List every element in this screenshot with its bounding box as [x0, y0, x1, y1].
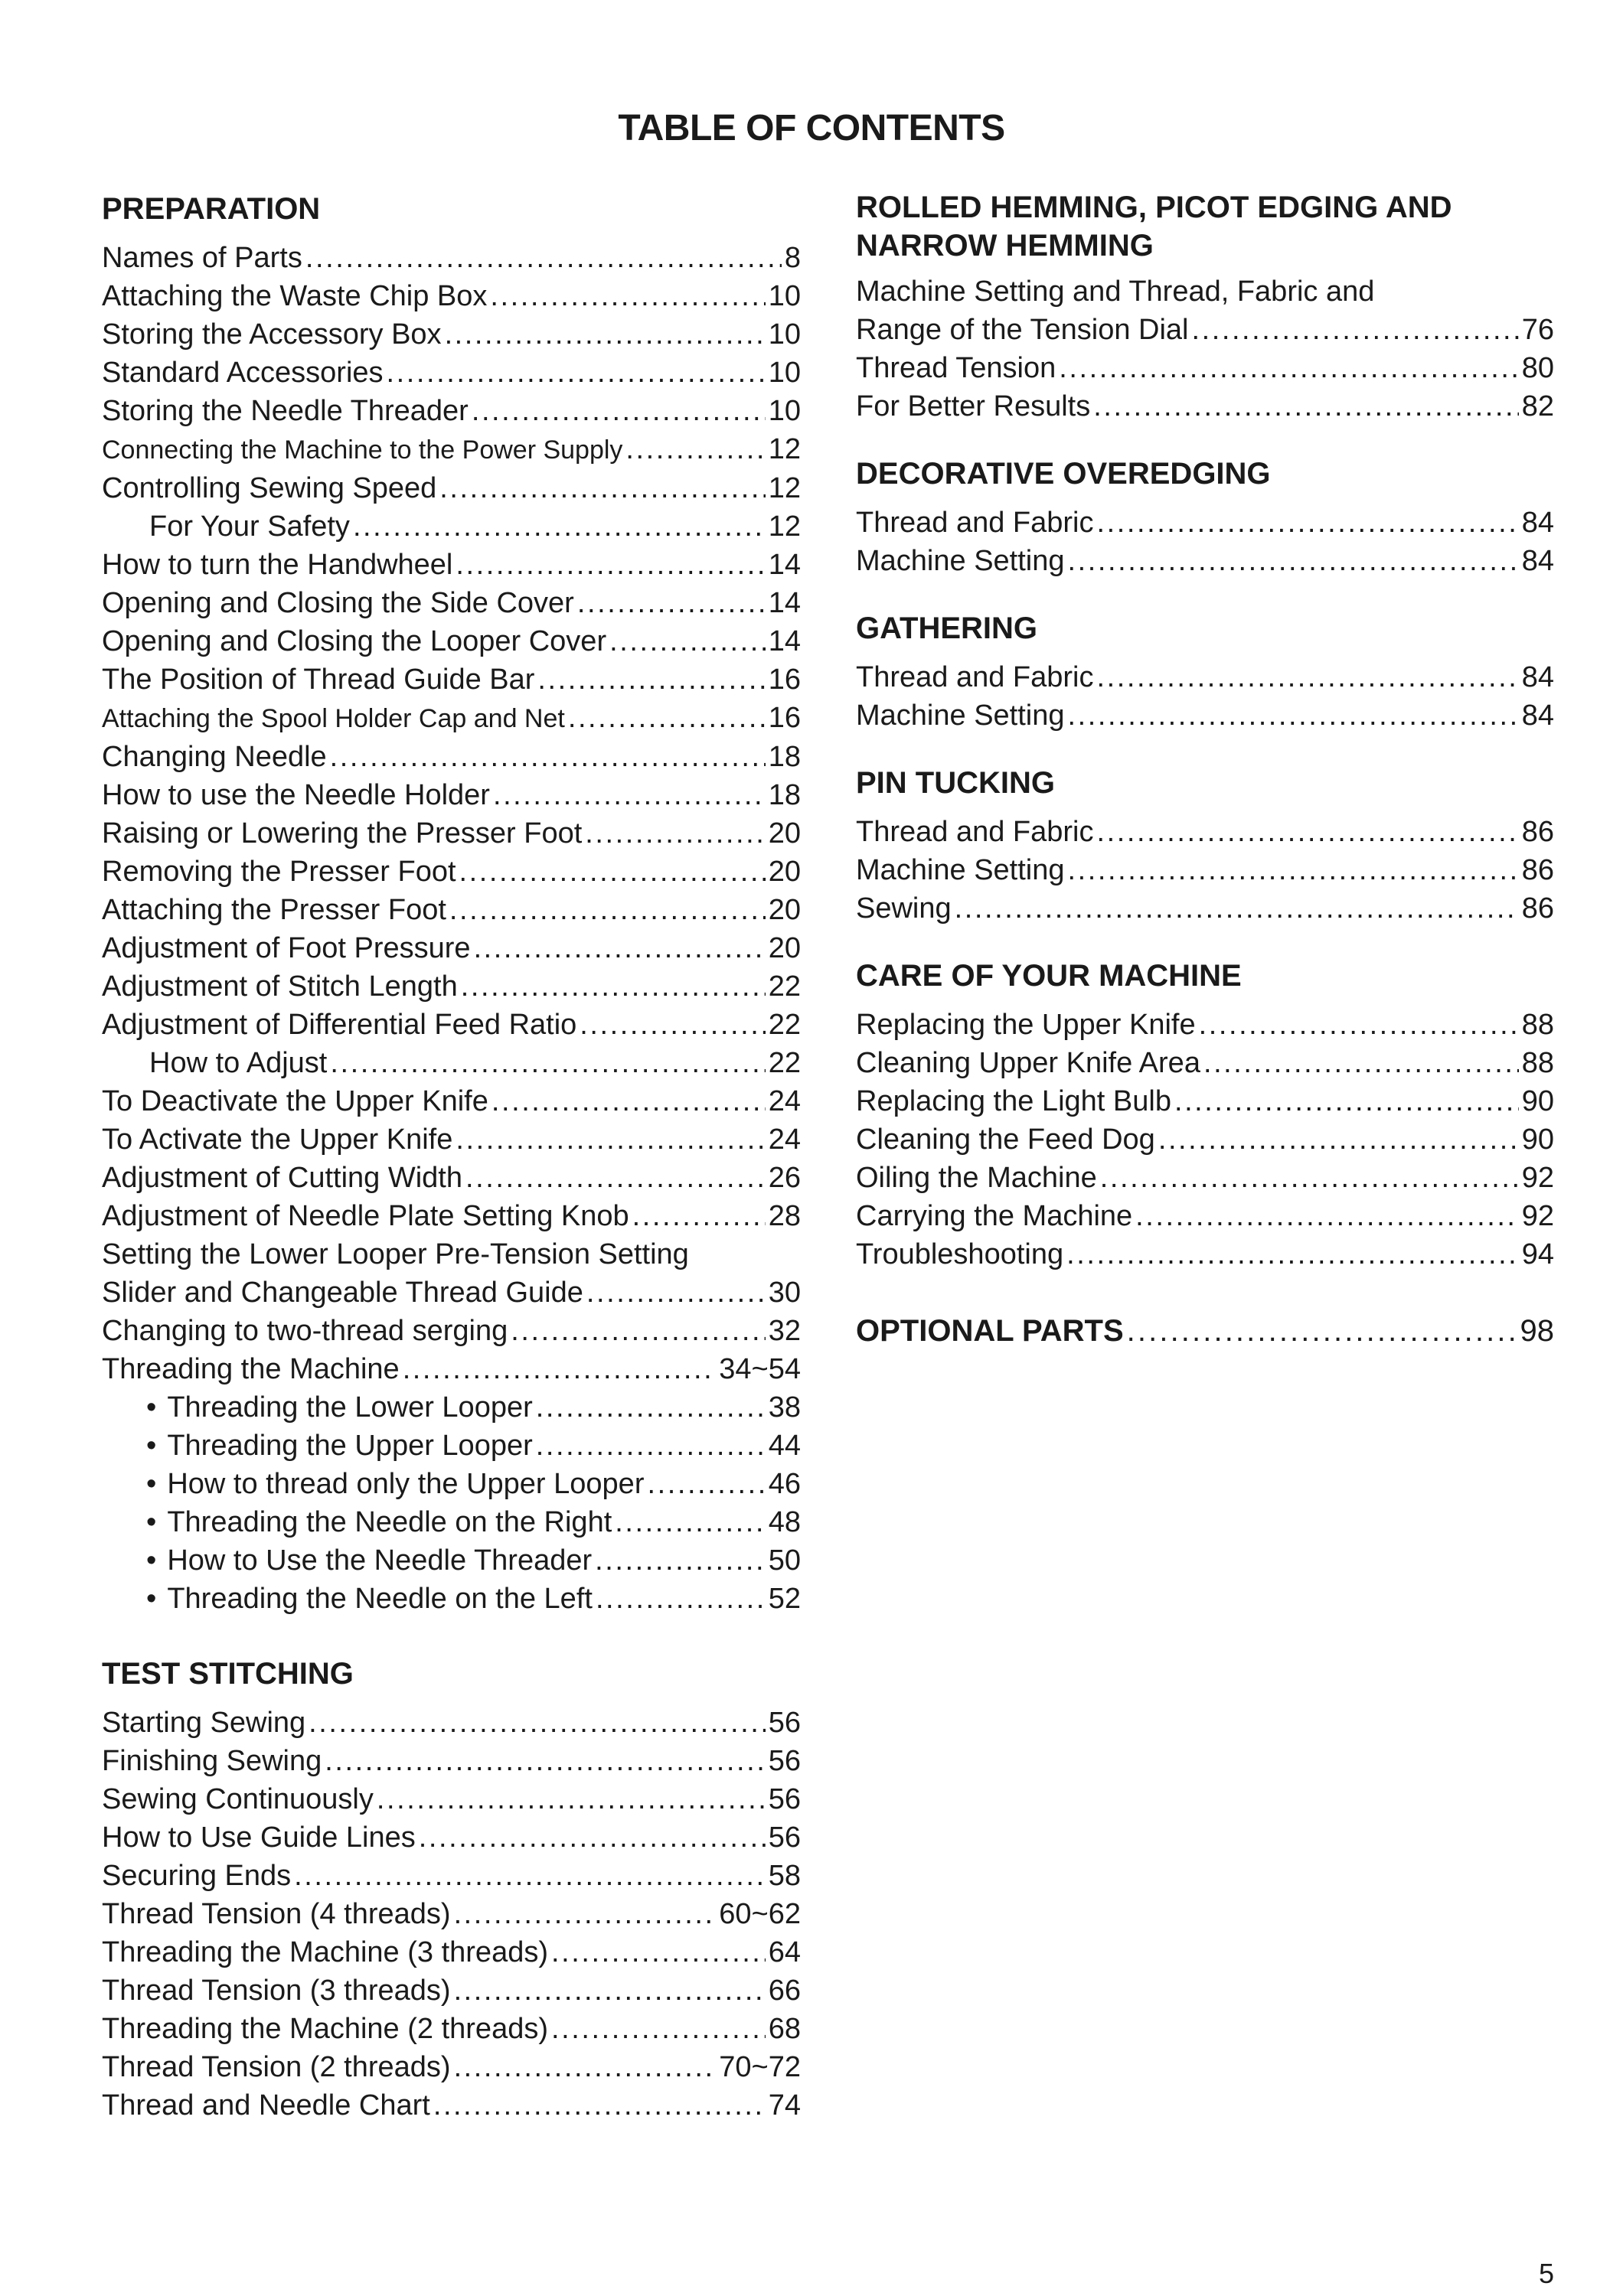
dot-leader	[330, 738, 766, 776]
toc-right-column	[856, 188, 1554, 1350]
dot-leader	[387, 354, 766, 392]
entry-page: 98	[1520, 1314, 1554, 1348]
entry-label: Changing to two-thread serging	[102, 1315, 508, 1347]
entry-page: 30	[768, 1277, 801, 1309]
dot-leader	[433, 2086, 766, 2125]
entry-page: 34~54	[719, 1353, 801, 1385]
section-pin-tucking	[856, 764, 1554, 928]
dot-leader	[474, 929, 766, 967]
entry-page: 20	[768, 856, 801, 888]
entry-page: 68	[768, 2013, 801, 2045]
entry-page: 16	[768, 664, 801, 696]
dot-leader	[377, 1780, 766, 1818]
dot-leader	[568, 699, 766, 737]
entry-page: 50	[768, 1544, 801, 1577]
dot-leader	[309, 1704, 766, 1742]
entry-page: 86	[1521, 854, 1554, 886]
dot-leader	[1068, 851, 1519, 889]
entry-label: Names of Parts	[102, 242, 302, 274]
entry-label: Adjustment of Needle Plate Setting Knob	[102, 1200, 629, 1232]
entry-label: Opening and Closing the Looper Cover	[102, 625, 607, 657]
entry-label: Controlling Sewing Speed	[102, 472, 437, 504]
entry-label: How to Use Guide Lines	[102, 1821, 416, 1854]
dot-leader	[465, 1159, 766, 1197]
entry-label: Troubleshooting	[856, 1238, 1064, 1270]
dot-leader	[439, 469, 765, 507]
entry-label: Thread and Fabric	[856, 507, 1094, 539]
entry-label: How to turn the Handwheel	[102, 549, 453, 581]
entry-page: 22	[768, 1047, 801, 1079]
toc-entry[interactable]	[102, 239, 801, 277]
entry-page: 22	[768, 970, 801, 1003]
entry-page: 86	[1521, 816, 1554, 848]
toc-entry[interactable]	[102, 277, 801, 315]
entry-label: To Activate the Upper Knife	[102, 1124, 453, 1156]
dot-leader	[461, 967, 766, 1006]
toc-entry[interactable]	[102, 1159, 801, 1197]
entry-label: Sewing Continuously	[102, 1783, 374, 1815]
entry-label: Thread Tension (2 threads)	[102, 2051, 451, 2083]
toc-entry[interactable]	[102, 853, 801, 891]
entry-page: 60~62	[719, 1898, 801, 1930]
entry-page: 14	[768, 587, 801, 619]
entry-label: Cleaning the Feed Dog	[856, 1124, 1155, 1156]
toc-entry[interactable]	[102, 660, 801, 699]
entry-label: How to Adjust	[149, 1047, 328, 1079]
entry-page: 90	[1521, 1124, 1554, 1156]
toc-bullet-entry[interactable]	[102, 1580, 801, 1618]
heading-line: ROLLED HEMMING, PICOT EDGING AND	[856, 191, 1452, 224]
toc-entry[interactable]	[102, 1742, 801, 1780]
section-care	[856, 957, 1554, 1274]
toc-entry[interactable]	[856, 658, 1554, 696]
entry-page: 88	[1521, 1047, 1554, 1079]
dot-leader	[511, 1312, 766, 1350]
entry-label: • How to Use the Needle Threader	[146, 1541, 592, 1580]
toc-entry[interactable]	[856, 851, 1554, 889]
toc-entry[interactable]	[102, 392, 801, 430]
dot-leader	[353, 507, 766, 546]
toc-entry[interactable]	[856, 813, 1554, 851]
dot-leader	[537, 660, 765, 699]
entry-label: Attaching the Presser Foot	[102, 894, 446, 926]
dot-leader	[955, 889, 1519, 928]
entry-label: Raising or Lowering the Presser Foot	[102, 817, 583, 850]
entry-label: Thread Tension (3 threads)	[102, 1975, 451, 2007]
entry-label: Removing the Presser Foot	[102, 856, 456, 888]
entry-page: 66	[768, 1975, 801, 2007]
entry-label: Thread Tension	[856, 352, 1056, 384]
section-heading: PIN TUCKING	[856, 766, 1055, 800]
entry-page: 88	[1521, 1009, 1554, 1041]
entry-page: 14	[768, 625, 801, 657]
entry-page: 24	[768, 1085, 801, 1117]
entry-page: 94	[1521, 1238, 1554, 1270]
dot-leader	[454, 1895, 717, 1933]
entry-page: 56	[768, 1707, 801, 1739]
dot-leader	[459, 853, 766, 891]
entry-page: 24	[768, 1124, 801, 1156]
toc-entry[interactable]	[102, 1120, 801, 1159]
entry-label: Thread and Fabric	[856, 816, 1094, 848]
toc-entry[interactable]	[856, 696, 1554, 735]
toc-entry[interactable]	[102, 546, 801, 584]
dot-leader	[419, 1818, 766, 1857]
entry-label: Machine Setting	[856, 545, 1065, 577]
entry-label: Carrying the Machine	[856, 1200, 1133, 1232]
entry-label: Opening and Closing the Side Cover	[102, 587, 574, 619]
entry-label: Range of the Tension Dial	[856, 314, 1189, 346]
dot-leader	[294, 1857, 766, 1895]
dot-leader	[536, 1427, 766, 1465]
entry-page: 20	[768, 932, 801, 964]
entry-label: Adjustment of Differential Feed Ratio	[102, 1009, 577, 1041]
section-heading: PREPARATION	[102, 192, 321, 226]
entry-label: Attaching the Spool Holder Cap and Net	[102, 704, 565, 733]
page-number: 5	[1538, 2258, 1554, 2289]
entry-label: • Threading the Upper Looper	[146, 1427, 533, 1465]
entry-page: 82	[1521, 390, 1554, 422]
entry-label: Securing Ends	[102, 1860, 292, 1892]
dot-leader	[615, 1503, 765, 1541]
entry-page: 10	[768, 357, 801, 389]
toc-entry[interactable]	[856, 1197, 1554, 1235]
toc-entry[interactable]	[102, 430, 801, 469]
dot-leader	[609, 622, 766, 660]
toc-left-column	[102, 190, 801, 2154]
toc-entry[interactable]	[102, 469, 801, 507]
toc-entry[interactable]	[102, 2048, 801, 2086]
dot-leader	[595, 1541, 766, 1580]
entry-page: 58	[768, 1860, 801, 1892]
entry-label: How to use the Needle Holder	[102, 779, 490, 811]
entry-page: 92	[1521, 1162, 1554, 1194]
toc-entry[interactable]	[102, 929, 801, 967]
entry-page: 16	[768, 702, 801, 734]
section-heading: GATHERING	[856, 612, 1038, 645]
entry-label: For Better Results	[856, 390, 1091, 422]
section-heading: CARE OF YOUR MACHINE	[856, 959, 1242, 993]
dot-leader	[330, 1044, 765, 1082]
toc-bullet-entry[interactable]	[102, 1503, 801, 1541]
entry-label: Oiling the Machine	[856, 1162, 1097, 1194]
entry-label: Cleaning Upper Knife Area	[856, 1047, 1200, 1079]
entry-page: 12	[768, 472, 801, 504]
dot-leader	[1191, 311, 1518, 349]
entry-label: Thread Tension (4 threads)	[102, 1898, 451, 1930]
toc-entry[interactable]	[856, 349, 1554, 387]
dot-leader	[1174, 1082, 1519, 1120]
entry-page: 76	[1521, 314, 1554, 346]
optional-parts-entry[interactable]	[856, 1312, 1554, 1350]
entry-label: Adjustment of Stitch Length	[102, 970, 458, 1003]
entry-label: Machine Setting	[856, 700, 1065, 732]
toc-entry[interactable]	[102, 1082, 801, 1120]
toc-entry[interactable]	[102, 891, 801, 929]
toc-entry[interactable]	[102, 738, 801, 776]
dot-leader	[490, 277, 765, 315]
dot-leader	[596, 1580, 766, 1618]
dot-leader	[491, 1082, 766, 1120]
toc-entry[interactable]	[102, 1818, 801, 1857]
dot-leader	[536, 1388, 766, 1427]
entry-label: The Position of Thread Guide Bar	[102, 664, 535, 696]
entry-label: • Threading the Needle on the Right	[146, 1503, 612, 1541]
section-rolled-hemming	[856, 188, 1554, 426]
entry-page: 14	[768, 549, 801, 581]
dot-leader	[445, 315, 766, 354]
section-heading: DECORATIVE OVEREDGING	[856, 457, 1271, 491]
toc-entry[interactable]	[102, 1780, 801, 1818]
entry-page: 46	[768, 1468, 801, 1500]
toc-entry[interactable]	[102, 1895, 801, 1933]
heading-line: NARROW HEMMING	[856, 229, 1154, 263]
toc-entry[interactable]	[102, 2010, 801, 2048]
dot-leader	[493, 776, 766, 814]
toc-entry[interactable]	[856, 311, 1554, 349]
entry-page: 20	[768, 817, 801, 850]
entry-page: 8	[784, 242, 801, 274]
toc-entry[interactable]	[102, 354, 801, 392]
entry-page: 56	[768, 1821, 801, 1854]
toc-subentry[interactable]	[102, 1044, 801, 1082]
entry-label: • How to thread only the Upper Looper	[146, 1465, 644, 1503]
dot-leader	[647, 1465, 765, 1503]
dot-leader	[1199, 1006, 1519, 1044]
entry-page: 12	[768, 433, 801, 465]
dot-leader	[580, 1006, 765, 1044]
dot-leader	[456, 1120, 765, 1159]
entry-page: 38	[768, 1391, 801, 1424]
dot-leader	[625, 430, 765, 468]
entry-page: 20	[768, 894, 801, 926]
dot-leader	[472, 392, 766, 430]
toc-entry[interactable]	[856, 1044, 1554, 1082]
dot-leader	[325, 1742, 765, 1780]
entry-label: Threading the Machine	[102, 1353, 400, 1385]
toc-entry[interactable]	[102, 1704, 801, 1742]
dot-leader	[1135, 1197, 1519, 1235]
toc-entry[interactable]	[102, 1312, 801, 1350]
dot-leader	[1059, 349, 1518, 387]
entry-label: Adjustment of Cutting Width	[102, 1162, 462, 1194]
entry-page: 90	[1521, 1085, 1554, 1117]
dot-leader	[632, 1197, 766, 1235]
toc-entry[interactable]	[856, 889, 1554, 928]
dot-leader	[305, 239, 782, 277]
entry-page: 44	[768, 1430, 801, 1462]
entry-page: 92	[1521, 1200, 1554, 1232]
toc-entry[interactable]	[856, 1235, 1554, 1274]
toc-entry[interactable]	[102, 622, 801, 660]
entry-label: Changing Needle	[102, 741, 327, 773]
toc-bullet-entry[interactable]	[102, 1465, 801, 1503]
toc-entry-continued[interactable]: Setting the Lower Looper Pre-Tension Setting	[102, 1238, 689, 1270]
toc-entry[interactable]	[102, 1197, 801, 1235]
entry-label: • Threading the Lower Looper	[146, 1388, 533, 1427]
section-preparation	[102, 190, 801, 1618]
toc-entry[interactable]	[102, 315, 801, 354]
section-heading	[856, 188, 1554, 265]
section-gathering	[856, 609, 1554, 735]
entry-label: • Threading the Needle on the Left	[146, 1580, 593, 1618]
entry-label: Machine Setting	[856, 854, 1065, 886]
toc-entry-continued[interactable]: Machine Setting and Thread, Fabric and	[856, 276, 1375, 308]
entry-page: 28	[768, 1200, 801, 1232]
entry-label: Thread and Fabric	[856, 661, 1094, 693]
dot-leader	[1068, 696, 1519, 735]
entry-page: 84	[1521, 661, 1554, 693]
toc-entry[interactable]	[856, 504, 1554, 542]
toc-entry[interactable]	[102, 814, 801, 853]
dot-leader	[1100, 1159, 1519, 1197]
entry-label: Attaching the Waste Chip Box	[102, 280, 488, 312]
dot-leader	[551, 1933, 766, 1971]
dot-leader	[1158, 1120, 1519, 1159]
entry-label: Storing the Needle Threader	[102, 395, 469, 427]
entry-page: 84	[1521, 507, 1554, 539]
dot-leader	[1093, 387, 1519, 426]
dot-leader	[1097, 813, 1519, 851]
toc-entry[interactable]	[102, 699, 801, 738]
dot-leader	[586, 1274, 766, 1312]
entry-label: OPTIONAL PARTS	[856, 1314, 1124, 1348]
entry-page: 64	[768, 1936, 801, 1968]
toc-entry[interactable]	[856, 1159, 1554, 1197]
toc-bullet-entry[interactable]	[102, 1541, 801, 1580]
entry-label: Storing the Accessory Box	[102, 318, 442, 351]
entry-label: Finishing Sewing	[102, 1745, 322, 1777]
page-title: TABLE OF CONTENTS	[618, 108, 1005, 148]
entry-page: 48	[768, 1506, 801, 1538]
entry-page: 86	[1521, 892, 1554, 925]
entry-label: Replacing the Light Bulb	[856, 1085, 1171, 1117]
dot-leader	[449, 891, 766, 929]
entry-page: 56	[768, 1745, 801, 1777]
entry-page: 84	[1521, 700, 1554, 732]
toc-entry[interactable]	[856, 1082, 1554, 1120]
entry-page: 80	[1521, 352, 1554, 384]
entry-page: 74	[768, 2089, 801, 2122]
toc-entry[interactable]	[102, 776, 801, 814]
entry-page: 18	[768, 779, 801, 811]
toc-entry[interactable]	[102, 1350, 801, 1388]
toc-entry[interactable]	[102, 1933, 801, 1971]
toc-entry[interactable]	[856, 1006, 1554, 1044]
dot-leader	[577, 584, 766, 622]
dot-leader	[1068, 542, 1519, 580]
entry-label: To Deactivate the Upper Knife	[102, 1085, 488, 1117]
dot-leader	[1097, 658, 1519, 696]
toc-entry[interactable]	[102, 1274, 801, 1312]
toc-entry[interactable]	[102, 584, 801, 622]
toc-entry[interactable]	[856, 387, 1554, 426]
section-heading: TEST STITCHING	[102, 1657, 354, 1691]
entry-label: For Your Safety	[149, 510, 350, 543]
entry-label: Standard Accessories	[102, 357, 384, 389]
entry-page: 52	[768, 1583, 801, 1615]
entry-page: 10	[768, 280, 801, 312]
dot-leader	[551, 2010, 766, 2048]
toc-entry[interactable]	[856, 542, 1554, 580]
toc-entry[interactable]	[102, 1857, 801, 1895]
dot-leader	[1203, 1044, 1519, 1082]
entry-page: 22	[768, 1009, 801, 1041]
toc-bullet-entry[interactable]	[102, 1388, 801, 1427]
entry-page: 84	[1521, 545, 1554, 577]
entry-label: Connecting the Machine to the Power Supply	[102, 435, 623, 465]
dot-leader	[454, 1971, 766, 2010]
entry-page: 70~72	[719, 2051, 801, 2083]
entry-label: Adjustment of Foot Pressure	[102, 932, 471, 964]
section-decorative-overedging	[856, 455, 1554, 580]
entry-label: Replacing the Upper Knife	[856, 1009, 1196, 1041]
dot-leader	[456, 546, 765, 584]
toc-entry[interactable]	[102, 2086, 801, 2125]
dot-leader	[1127, 1312, 1517, 1350]
entry-page: 56	[768, 1783, 801, 1815]
toc-subentry[interactable]	[102, 507, 801, 546]
dot-leader	[1066, 1235, 1519, 1274]
toc-entry[interactable]	[102, 1971, 801, 2010]
toc-bullet-entry[interactable]	[102, 1427, 801, 1465]
dot-leader	[1097, 504, 1519, 542]
dot-leader	[454, 2048, 717, 2086]
entry-label: Threading the Machine (2 threads)	[102, 2013, 548, 2045]
entry-label: Sewing	[856, 892, 952, 925]
entry-page: 18	[768, 741, 801, 773]
entry-label: Threading the Machine (3 threads)	[102, 1936, 548, 1968]
entry-label: Thread and Needle Chart	[102, 2089, 430, 2122]
entry-label: Slider and Changeable Thread Guide	[102, 1277, 583, 1309]
section-test-stitching	[102, 1655, 801, 2125]
entry-page: 26	[768, 1162, 801, 1194]
dot-leader	[585, 814, 765, 853]
toc-entry[interactable]	[102, 1006, 801, 1044]
entry-page: 10	[768, 318, 801, 351]
dot-leader	[403, 1350, 717, 1388]
toc-entry[interactable]	[102, 967, 801, 1006]
toc-entry[interactable]	[856, 1120, 1554, 1159]
entry-label: Starting Sewing	[102, 1707, 306, 1739]
entry-page: 32	[768, 1315, 801, 1347]
entry-page: 12	[768, 510, 801, 543]
entry-page: 10	[768, 395, 801, 427]
